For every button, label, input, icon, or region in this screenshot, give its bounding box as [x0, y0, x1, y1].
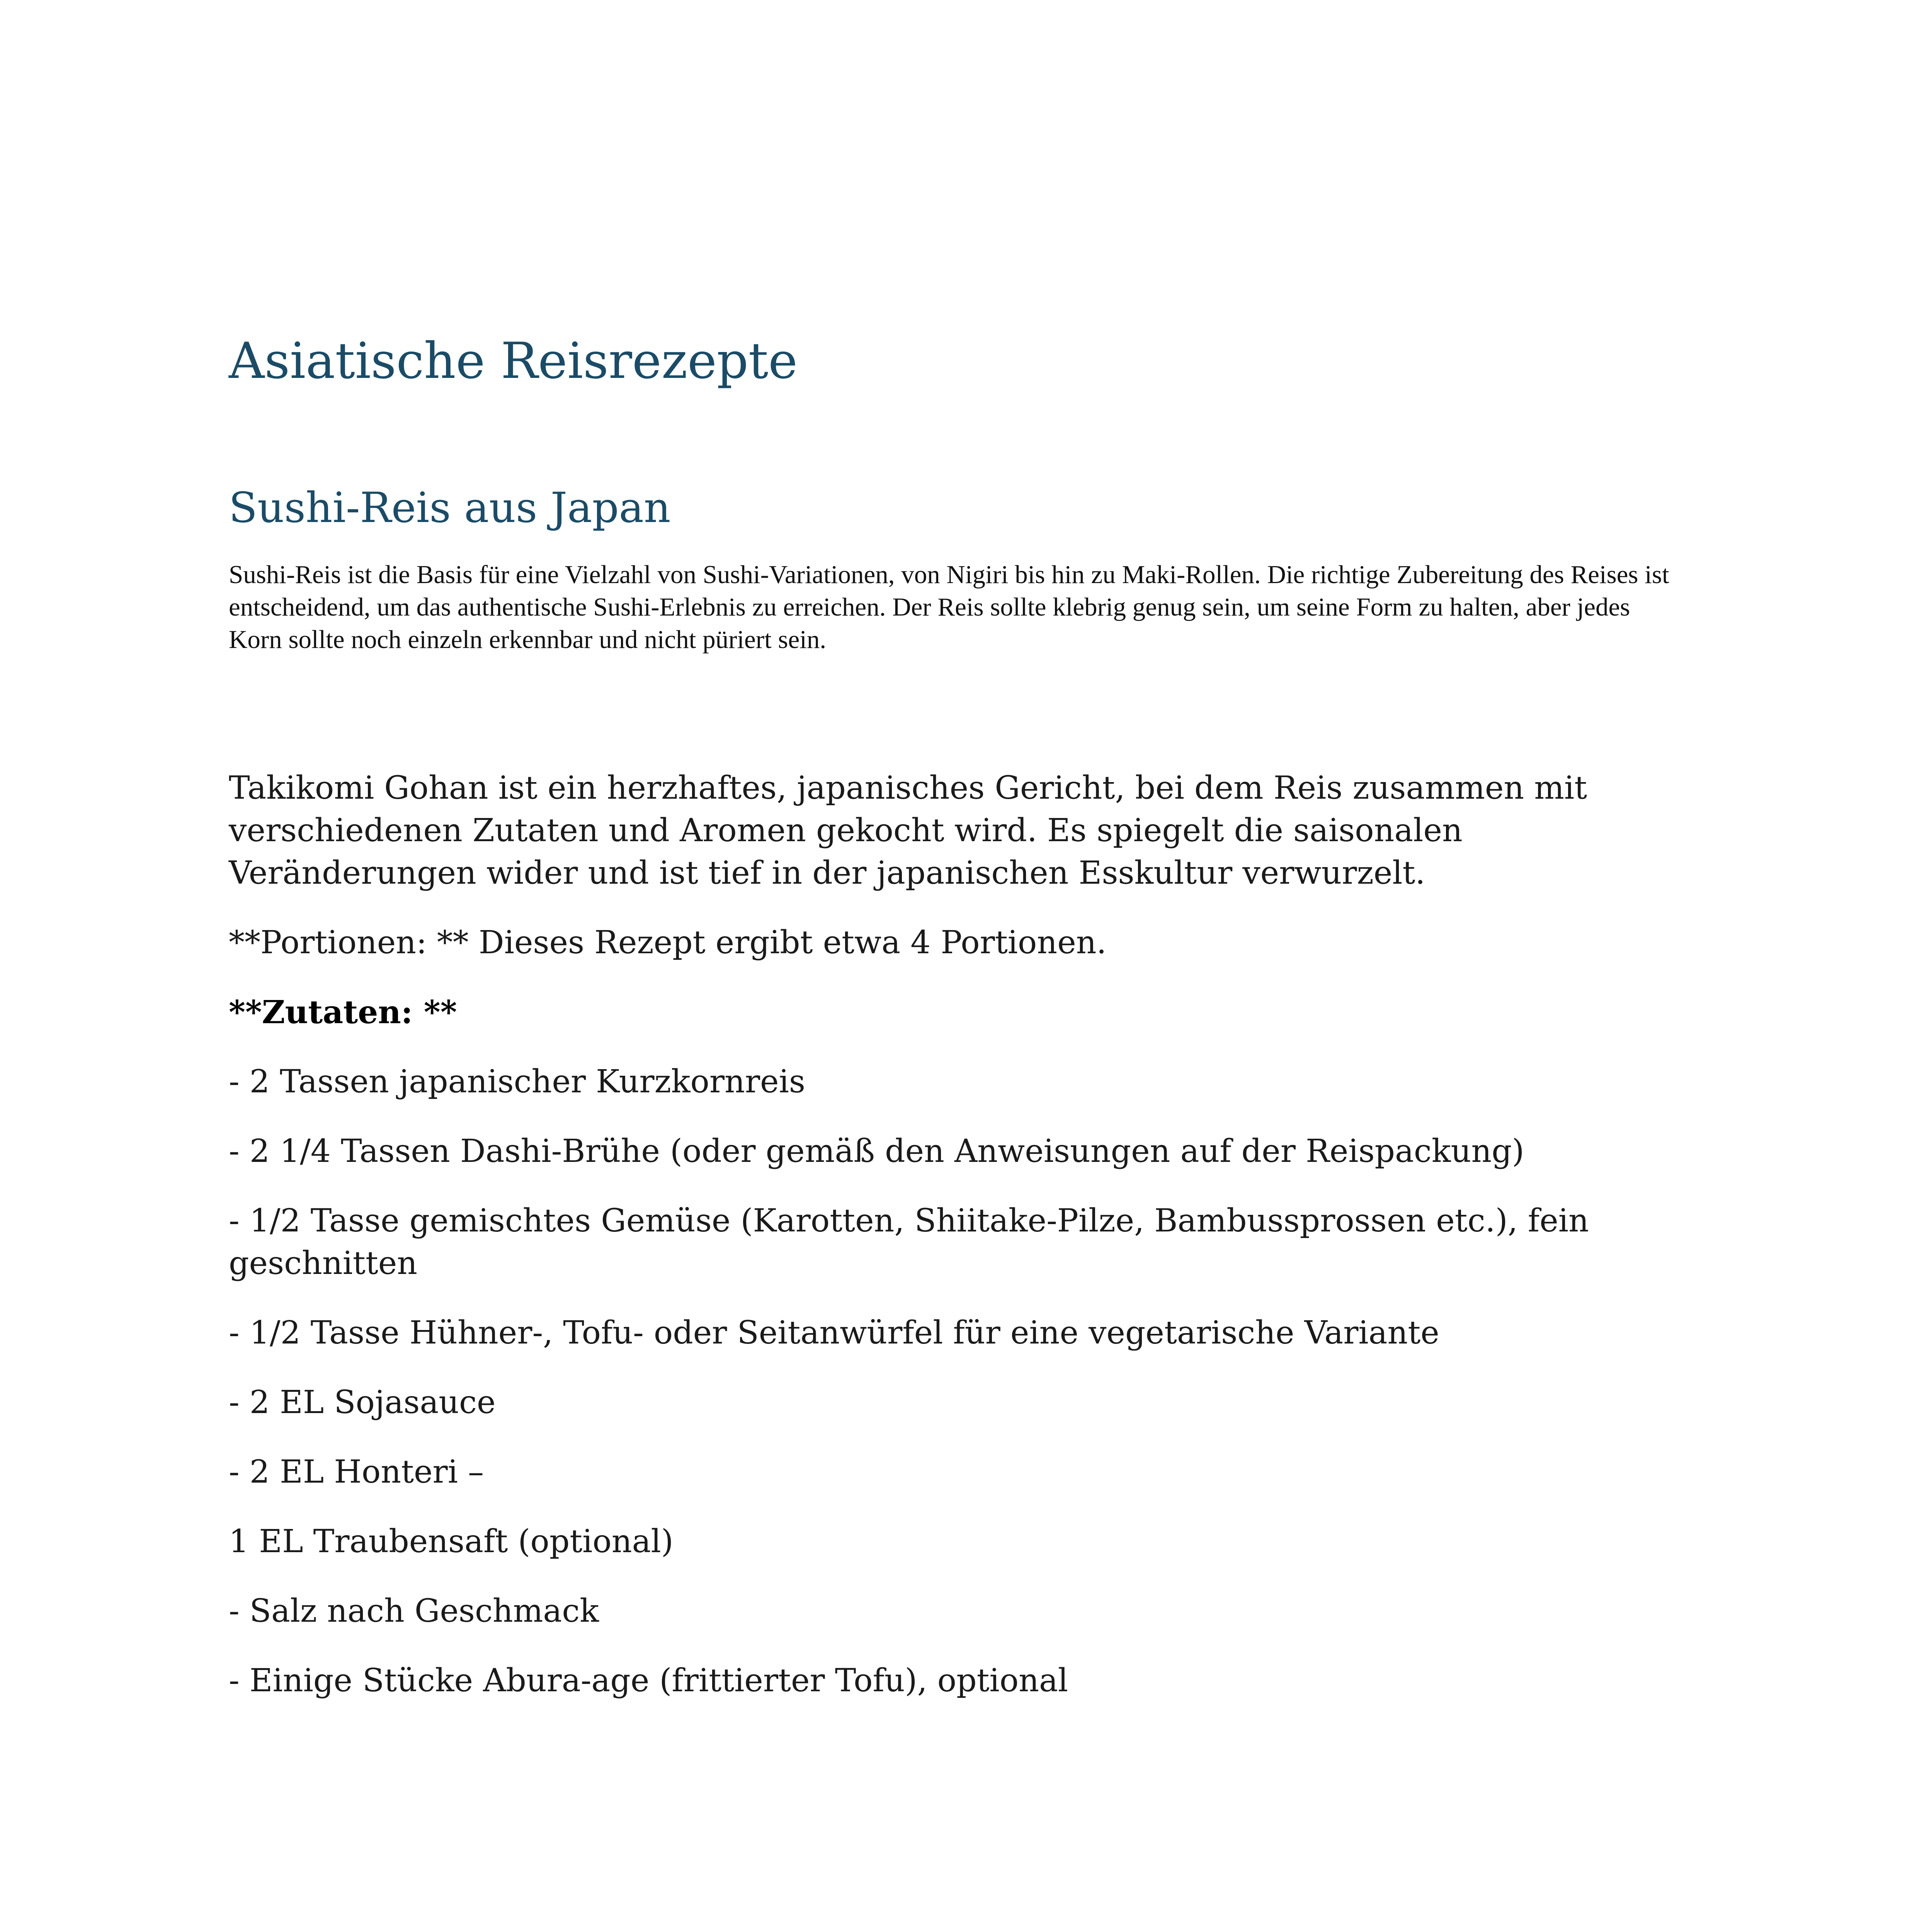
portions-line: **Portionen: ** Dieses Rezept ergibt etwa 4 Portionen.: [229, 924, 1107, 961]
ingredient-item: - 1/2 Tasse gemischtes Gemüse (Karotten, Shiitake-Pilze, Bambussprossen etc.), fein geschnitten: [229, 1202, 1589, 1282]
takikomi-paragraph: Takikomi Gohan ist ein herzhaftes, japanisches Gericht, bei dem Reis zusammen mit verschiedenen Zutaten und Aromen gekocht wird. Es spiegelt die saisonalen Veränderungen wider und ist tief in der japanischen Esskultur verwurzelt.: [229, 770, 1587, 891]
document-title: Asiatische Reisrezepte: [229, 332, 798, 390]
ingredient-item: - 2 1/4 Tassen Dashi-Brühe (oder gemäß den Anweisungen auf der Reispackung): [229, 1133, 1524, 1170]
ingredients-list: [229, 1061, 1689, 1702]
intro-paragraph: Sushi-Reis ist die Basis für eine Vielzahl von Sushi-Variationen, von Nigiri bis hin zu Maki-Rollen. Die richtige Zubereitung des Reises ist entscheidend, um das authentische Sushi-Erlebnis zu erreichen. Der Reis sollte klebrig genug sein, um seine Form zu halten, aber jedes Korn sollte noch einzeln erkennbar und nicht püriert sein.: [229, 560, 1669, 654]
ingredient-item: 1 EL Traubensaft (optional): [229, 1523, 674, 1560]
ingredient-item: - 1/2 Tasse Hühner-, Tofu- oder Seitanwürfel für eine vegetarische Variante: [229, 1315, 1439, 1351]
page-content: [229, 330, 1689, 1702]
ingredients-heading: **Zutaten: **: [229, 994, 457, 1031]
ingredient-item: - Salz nach Geschmack: [229, 1593, 599, 1629]
ingredient-item: - 2 EL Sojasauce: [229, 1384, 496, 1421]
ingredient-item: - Einige Stücke Abura-age (frittierter Tofu), optional: [229, 1662, 1068, 1699]
ingredient-item: - 2 Tassen japanischer Kurzkornreis: [229, 1063, 805, 1100]
ingredient-item: - 2 EL Honteri –: [229, 1454, 484, 1490]
section-title: Sushi-Reis aus Japan: [229, 484, 671, 532]
